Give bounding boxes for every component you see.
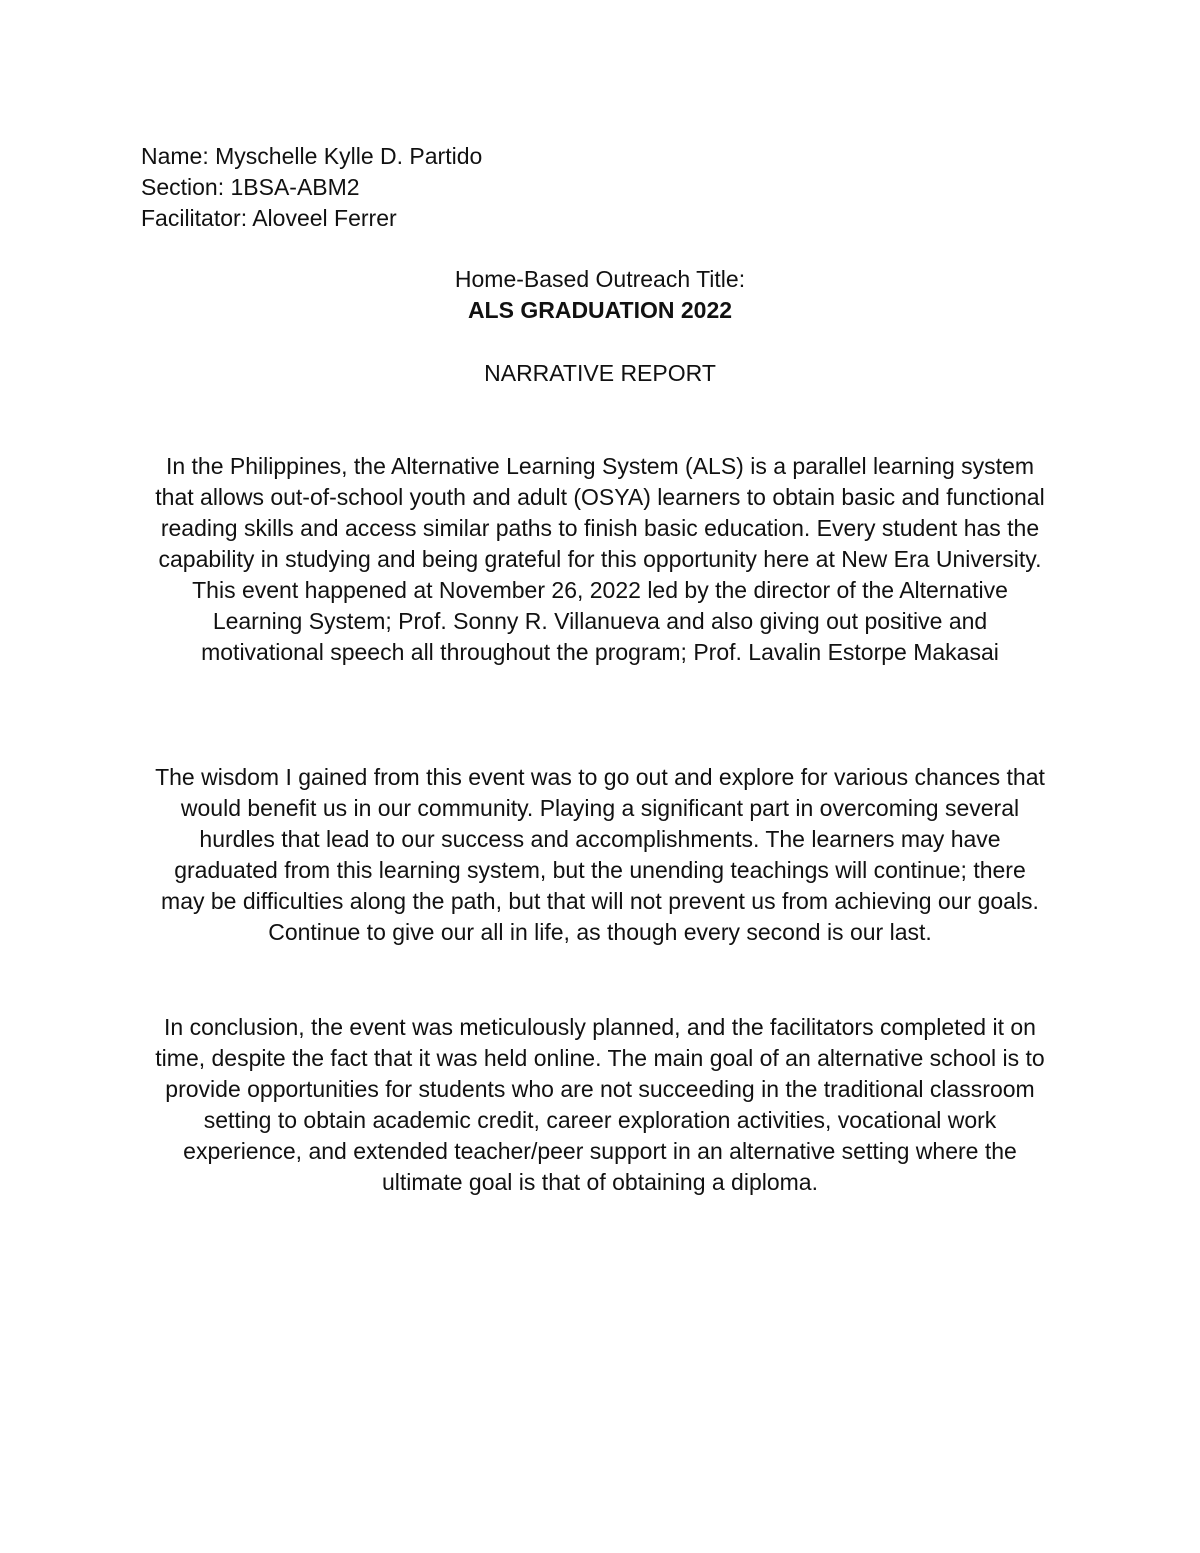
paragraph-line: The wisdom I gained from this event was to go out and explore for various chances that (155, 764, 1045, 790)
paragraph-line: Learning System; Prof. Sonny R. Villanueva and also giving out positive and (212, 608, 988, 634)
facilitator-name: Facilitator: Aloveel Ferrer (141, 205, 397, 231)
paragraph-line: ultimate goal is that of obtaining a diploma. (382, 1169, 818, 1195)
outreach-title: ALS GRADUATION 2022 (467, 297, 733, 323)
paragraph-line: In conclusion, the event was meticulously planned, and the facilitators completed it on (164, 1014, 1036, 1040)
student-name: Name: Myschelle Kylle D. Partido (141, 143, 483, 169)
paragraph-line: that allows out-of-school youth and adult (OSYA) learners to obtain basic and functional (155, 484, 1045, 510)
paragraph-line: motivational speech all throughout the program; Prof. Lavalin Estorpe Makasai (201, 639, 999, 665)
paragraph-line: provide opportunities for students who are not succeeding in the traditional classroom (165, 1076, 1035, 1102)
outreach-label: Home-Based Outreach Title: (454, 266, 746, 292)
paragraph-line: This event happened at November 26, 2022 led by the director of the Alternative (192, 577, 1008, 603)
paragraph-line: setting to obtain academic credit, career exploration activities, vocational work (203, 1107, 997, 1133)
paragraph-line: In the Philippines, the Alternative Learning System (ALS) is a parallel learning system (165, 453, 1035, 479)
paragraph-introduction (120, 451, 1080, 668)
paragraph-line: would benefit us in our community. Playing a significant part in overcoming several (180, 795, 1020, 821)
paragraph-line: time, despite the fact that it was held online. The main goal of an alternative school is to (155, 1045, 1045, 1071)
paragraph-line: experience, and extended teacher/peer support in an alternative setting where the (183, 1138, 1017, 1164)
paragraph-wisdom (120, 762, 1080, 948)
paragraph-conclusion (120, 1012, 1080, 1198)
paragraph-line: hurdles that lead to our success and accomplishments. The learners may have (199, 826, 1001, 852)
paragraph-line: may be difficulties along the path, but that will not prevent us from achieving our goals. (161, 888, 1039, 914)
report-heading: NARRATIVE REPORT (484, 360, 716, 386)
paragraph-line: capability in studying and being grateful for this opportunity here at New Era University. (158, 546, 1042, 572)
paragraph-line: Continue to give our all in life, as though every second is our last. (268, 919, 932, 945)
paragraph-line: graduated from this learning system, but the unending teachings will continue; there (174, 857, 1026, 883)
paragraph-line: reading skills and access similar paths to finish basic education. Every student has the (160, 515, 1040, 541)
student-section: Section: 1BSA-ABM2 (141, 174, 360, 200)
student-info (141, 141, 482, 234)
